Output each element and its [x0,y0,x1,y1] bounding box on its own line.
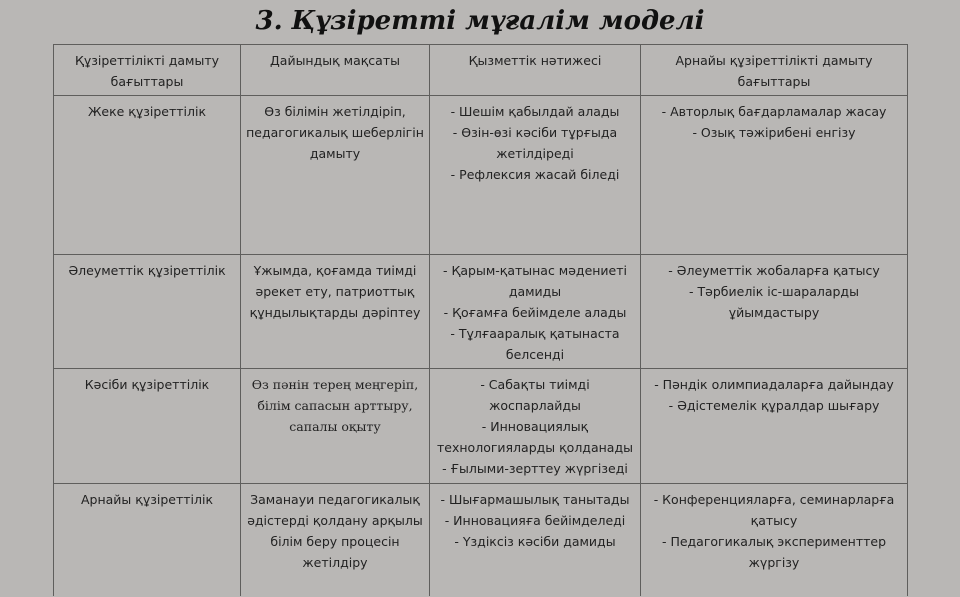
table-header-row [54,45,908,96]
result-item: - Ғылыми-зерттеу жүргізеді [442,461,628,476]
result-item: - Шығармашылық танытады [440,492,630,507]
result-item: - Қарым-қатынас мәдениеті дамиды [443,263,627,299]
special-item: - Конференцияларға, семинарларға қатысу [653,492,895,528]
slide-title: 3. Құзіретті мұғалім моделі [255,6,705,36]
row-direction-cell: Жеке құзіреттілік [54,96,241,255]
result-item: - Шешім қабылдай алады [450,104,620,119]
special-item: - Тәрбиелік іс-шараларды ұйымдастыру [689,284,859,320]
result-item: - Рефлексия жасай біледі [450,167,620,182]
row-results-cell [430,369,641,484]
special-item: - Әдістемелік құралдар шығару [668,398,880,413]
row-results-cell [430,255,641,369]
row-special-cell [641,484,908,597]
row-direction-cell: Арнайы құзіреттілік [54,484,241,597]
result-item: - Инновациялық технологияларды қолданады [437,419,633,455]
row-goal-cell: Ұжымда, қоғамда тиімді әрекет ету, патриоттық құндылықтарды дәріптеу [241,255,430,369]
header-cell-direction: Құзіреттілікті дамыту бағыттары [54,45,241,96]
row-special-cell [641,255,908,369]
table-row [54,96,908,255]
special-item: - Озық тәжірибені енгізу [692,125,856,140]
result-item: - Қоғамға бейімделе алады [443,305,627,320]
row-direction-cell: Кәсіби құзіреттілік [54,369,241,484]
result-item: - Сабақты тиімді жоспарлайды [480,377,590,413]
row-results-cell [430,484,641,597]
header-cell-special: Арнайы құзіреттілікті дамыту бағыттары [641,45,908,96]
table-row [54,484,908,597]
row-special-cell [641,369,908,484]
competency-table [53,44,908,597]
result-item: - Үздіксіз кәсіби дамиды [454,534,616,549]
row-goal-cell: Заманауи педагогикалық әдістерді қолдану арқылы білім беру процесін жетілдіру [241,484,430,597]
result-item: - Өзін-өзі кәсіби тұрғыда жетілдіреді [452,125,618,161]
header-cell-result: Қызметтік нәтижесі [430,45,641,96]
result-item: - Инновацияға бейімделеді [444,513,626,528]
row-goal-cell: Өз пәнін терең меңгеріп, білім сапасын арттыру, сапалы оқыту [241,369,430,484]
special-item: - Авторлық бағдарламалар жасау [661,104,887,119]
header-cell-goal: Дайындық мақсаты [241,45,430,96]
row-special-cell [641,96,908,255]
row-results-cell [430,96,641,255]
special-item: - Әлеуметтік жобаларға қатысу [668,263,880,278]
row-goal-cell: Өз білімін жетілдіріп, педагогикалық шеберлігін дамыту [241,96,430,255]
row-direction-cell: Әлеуметтік құзіреттілік [54,255,241,369]
result-item: - Тұлғааралық қатынаста белсенді [450,326,620,362]
special-item: - Педагогикалық эксперименттер жүргізу [661,534,887,570]
table-row [54,369,908,484]
special-item: - Пәндік олимпиадаларға дайындау [654,377,894,392]
table-row [54,255,908,369]
